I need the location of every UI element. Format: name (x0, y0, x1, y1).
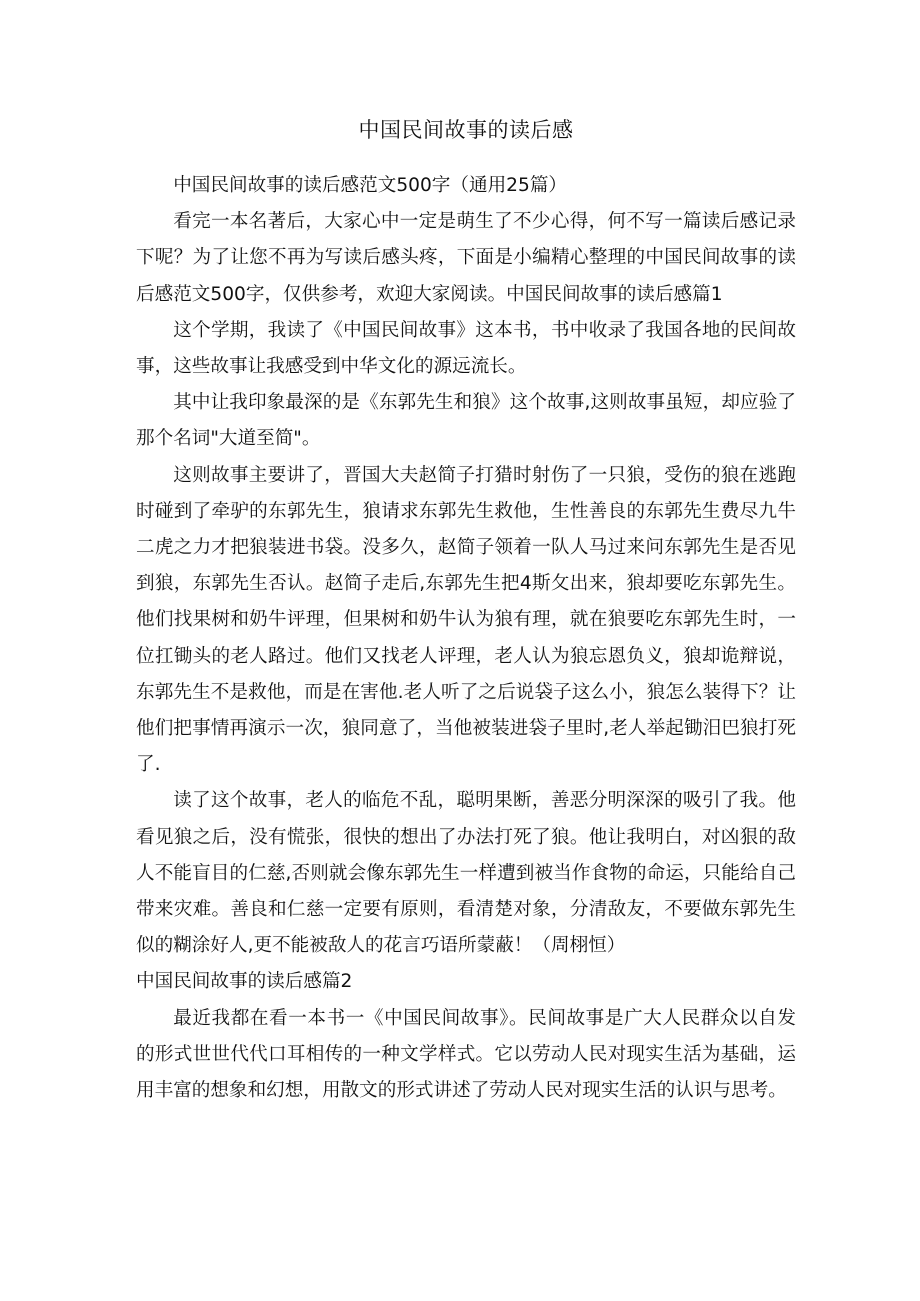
body-paragraph: 这个学期，我读了《中国民间故事》这本书，书中收录了我国各地的民间故事，这些故事让我感受到中华文化的源远流长。 (136, 319, 796, 378)
document-title: 中国民间故事的读后感 (358, 118, 574, 142)
section-heading: 中国民间故事的读后感篇2 (136, 971, 353, 993)
subtitle-paragraph: 中国民间故事的读后感范文500字（通用25篇） (173, 175, 568, 196)
body-paragraph: 最近我都在看一本书一《中国民间故事》。民间故事是广大人民群众以自发的形式世世代代口耳相传的一种文学样式。它以劳动人民对现实生活为基础，运用丰富的想象和幻想，用散文的形式讲述了劳动人民对现实生活的认识与思考。 (136, 1007, 796, 1102)
body-paragraph: 读了这个故事，老人的临危不乱，聪明果断，善恶分明深深的吸引了我。他看见狼之后，没有慌张，很快的想出了办法打死了狼。他让我明白，对凶狠的敌人不能盲目的仁慈,否则就会像东郭先生一样遭到被当作食物的命运，只能给自己带来灾难。善良和仁慈一定要有原则，看清楚对象，分清敌友，不要做东郭先生似的糊涂好人,更不能被敌人的花言巧语所蒙蔽！（周栩恒） (136, 790, 796, 957)
body-paragraph: 其中让我印象最深的是《东郭先生和狼》这个故事,这则故事虽短，却应验了那个名词"大道至简"。 (136, 392, 796, 450)
body-paragraph: 这则故事主要讲了，晋国大夫赵简子打猎时射伤了一只狼，受伤的狼在逃跑时碰到了牵驴的东郭先生，狼请求东郭先生救他，生性善良的东郭先生费尽九牛二虎之力才把狼装进书袋。没多久，赵简子领着一队人马过来问东郭先生是否见到狼，东郭先生否认。赵简子走后,东郭先生把4斯攵出来，狼却要吃东郭先生。他们找果树和奶牛评理，但果树和奶牛认为狼有理，就在狼要吃东郭先生时，一位扛锄头的老人路过。他们又找老人评理，老人认为狼忘恩负义，狼却诡辩说，东郭先生不是救他，而是在害他.老人听了之后说袋子这么小，狼怎么装得下？让他们把事情再演示一次，狼同意了，当他被装进袋子里时,老人举起锄汨巴狼打死了. (136, 464, 796, 776)
intro-paragraph: 看完一本名著后，大家心中一定是萌生了不少心得，何不写一篇读后感记录下呢？为了让您不再为写读后感头疼，下面是小编精心整理的中国民间故事的读后感范文500字，仅供参考，欢迎大家阅读。中国民间故事的读后感篇1 (136, 211, 796, 305)
document-page (136, 112, 796, 1109)
